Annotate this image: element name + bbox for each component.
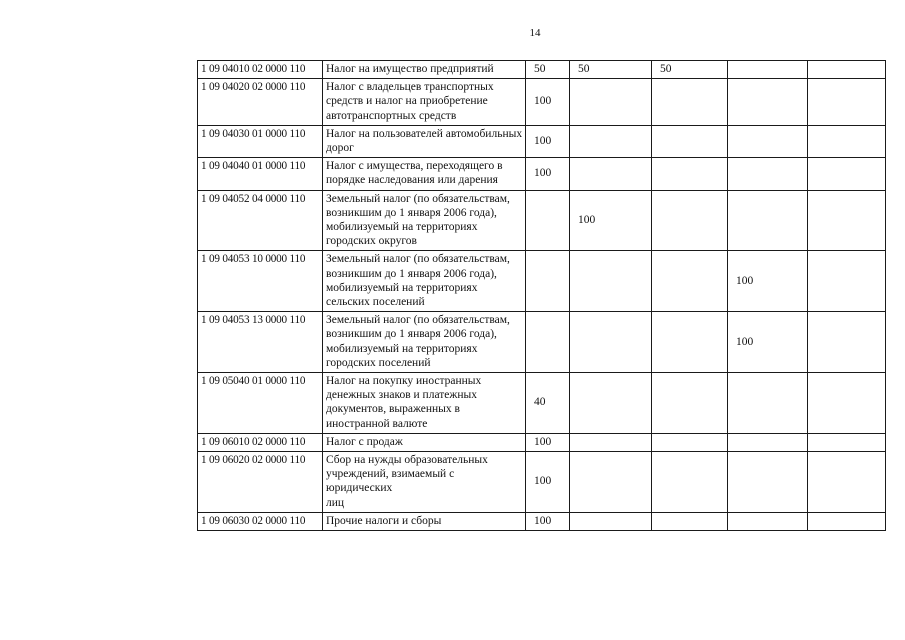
revenue-name-cell — [323, 79, 526, 126]
share-value-cell: 50 — [570, 61, 652, 79]
share-value-cell — [728, 79, 808, 126]
share-value-cell — [808, 433, 886, 451]
share-value-cell — [652, 79, 728, 126]
share-value-cell — [728, 158, 808, 190]
share-value-cell — [570, 452, 652, 513]
revenue-code-cell: 1 09 05040 01 0000 110 — [198, 373, 323, 434]
share-value-cell — [808, 512, 886, 530]
share-value-cell — [808, 61, 886, 79]
revenue-name-line: возникшим до 1 января 2006 года), — [326, 328, 497, 341]
share-value-cell — [652, 190, 728, 251]
table-body — [198, 61, 886, 531]
revenue-name-line: городских поселений — [326, 356, 431, 369]
table-row — [198, 61, 886, 79]
revenue-code-cell: 1 09 04010 02 0000 110 — [198, 61, 323, 79]
share-value-cell — [570, 373, 652, 434]
revenue-name-line: порядке наследования или дарения — [326, 174, 498, 187]
revenue-name-line: Налог с имущества, переходящего в — [326, 160, 503, 173]
share-value-cell — [570, 512, 652, 530]
share-value-cell — [808, 251, 886, 312]
revenue-name-line: Земельный налог (по обязательствам, — [326, 253, 510, 266]
revenue-name-line: возникшим до 1 января 2006 года), — [326, 267, 497, 280]
revenue-name-line: Налог на имущество предприятий — [326, 63, 494, 75]
revenue-code-cell: 1 09 04040 01 0000 110 — [198, 158, 323, 190]
revenue-name-line: иностранной валюте — [326, 417, 428, 430]
share-value-cell — [728, 190, 808, 251]
revenue-name-line: денежных знаков и платежных — [326, 389, 477, 402]
page-number: 14 — [529, 27, 541, 39]
share-value-cell — [728, 61, 808, 79]
share-value-cell: 100 — [526, 433, 570, 451]
share-value-cell: 40 — [526, 373, 570, 434]
share-value-cell: 100 — [570, 190, 652, 251]
share-value-cell — [526, 312, 570, 373]
share-value-cell: 100 — [526, 452, 570, 513]
share-value-cell — [728, 512, 808, 530]
revenue-name-cell — [323, 125, 526, 157]
share-value-cell: 100 — [526, 512, 570, 530]
share-value-cell — [808, 158, 886, 190]
share-value-cell — [808, 190, 886, 251]
revenue-name-line: возникшим до 1 января 2006 года), — [326, 206, 497, 219]
revenue-code-cell: 1 09 06020 02 0000 110 — [198, 452, 323, 513]
share-value-cell — [570, 158, 652, 190]
revenue-name-cell — [323, 512, 526, 530]
share-value-cell — [570, 125, 652, 157]
share-value-cell: 100 — [526, 125, 570, 157]
revenue-name-line: учреждений, взимаемый с юридических — [326, 468, 455, 495]
table-row — [198, 452, 886, 513]
share-value-cell: 100 — [728, 312, 808, 373]
revenue-name-cell — [323, 61, 526, 79]
revenue-name-cell — [323, 158, 526, 190]
revenue-code-cell: 1 09 06010 02 0000 110 — [198, 433, 323, 451]
revenue-name-line: Прочие налоги и сборы — [326, 514, 442, 527]
revenue-name-cell — [323, 190, 526, 251]
revenue-name-line: лиц — [326, 496, 345, 509]
revenue-code-cell: 1 09 04020 02 0000 110 — [198, 79, 323, 126]
revenue-name-line: Налог с владельцев транспортных — [326, 81, 494, 94]
share-value-cell — [808, 373, 886, 434]
revenue-name-line: мобилизуемый на территориях — [326, 281, 478, 294]
revenue-name-line: Сбор на нужды образовательных — [326, 454, 488, 467]
revenue-name-cell — [323, 433, 526, 451]
table-row — [198, 79, 886, 126]
share-value-cell — [570, 312, 652, 373]
share-value-cell — [652, 125, 728, 157]
table-row — [198, 312, 886, 373]
revenue-code-cell: 1 09 04030 01 0000 110 — [198, 125, 323, 157]
revenue-name-cell — [323, 251, 526, 312]
revenue-code-cell: 1 09 04053 10 0000 110 — [198, 251, 323, 312]
revenue-name-line: Земельный налог (по обязательствам, — [326, 192, 510, 205]
revenue-distribution-table — [197, 60, 886, 531]
share-value-cell — [570, 433, 652, 451]
share-value-cell — [652, 373, 728, 434]
share-value-cell — [728, 125, 808, 157]
share-value-cell — [570, 251, 652, 312]
revenue-name-cell — [323, 373, 526, 434]
share-value-cell — [570, 79, 652, 126]
share-value-cell — [808, 79, 886, 126]
share-value-cell: 100 — [728, 251, 808, 312]
revenue-name-line: автотранспортных средств — [326, 109, 457, 122]
revenue-name-line: Налог на пользователей автомобильных — [326, 127, 523, 140]
revenue-name-line: документов, выраженных в — [326, 403, 460, 416]
table-row — [198, 190, 886, 251]
share-value-cell — [728, 433, 808, 451]
revenue-name-cell — [323, 452, 526, 513]
table-row — [198, 251, 886, 312]
revenue-code-cell: 1 09 06030 02 0000 110 — [198, 512, 323, 530]
table-row — [198, 433, 886, 451]
table-row — [198, 512, 886, 530]
table-row — [198, 158, 886, 190]
share-value-cell — [652, 158, 728, 190]
share-value-cell — [808, 452, 886, 513]
share-value-cell: 100 — [526, 79, 570, 126]
share-value-cell — [808, 125, 886, 157]
share-value-cell — [652, 312, 728, 373]
revenue-name-line: Земельный налог (по обязательствам, — [326, 314, 510, 327]
share-value-cell — [652, 251, 728, 312]
share-value-cell — [652, 433, 728, 451]
share-value-cell — [652, 512, 728, 530]
revenue-name-line: мобилизуемый на территориях — [326, 221, 478, 234]
share-value-cell — [526, 190, 570, 251]
table-row — [198, 373, 886, 434]
revenue-name-line: Налог на покупку иностранных — [326, 375, 482, 388]
revenue-name-line: сельских поселений — [326, 296, 425, 309]
share-value-cell — [728, 452, 808, 513]
share-value-cell — [808, 312, 886, 373]
revenue-name-line: мобилизуемый на территориях — [326, 342, 478, 355]
revenue-code-cell: 1 09 04052 04 0000 110 — [198, 190, 323, 251]
revenue-name-line: Налог с продаж — [326, 435, 403, 448]
share-value-cell — [526, 251, 570, 312]
share-value-cell: 100 — [526, 158, 570, 190]
revenue-name-cell — [323, 312, 526, 373]
revenue-name-line: дорог — [326, 142, 354, 155]
revenue-name-line: городских округов — [326, 235, 417, 248]
share-value-cell — [728, 373, 808, 434]
revenue-name-line: средств и налог на приобретение — [326, 95, 488, 108]
revenue-code-cell: 1 09 04053 13 0000 110 — [198, 312, 323, 373]
share-value-cell: 50 — [652, 61, 728, 79]
share-value-cell — [652, 452, 728, 513]
share-value-cell: 50 — [526, 61, 570, 79]
table-row — [198, 125, 886, 157]
